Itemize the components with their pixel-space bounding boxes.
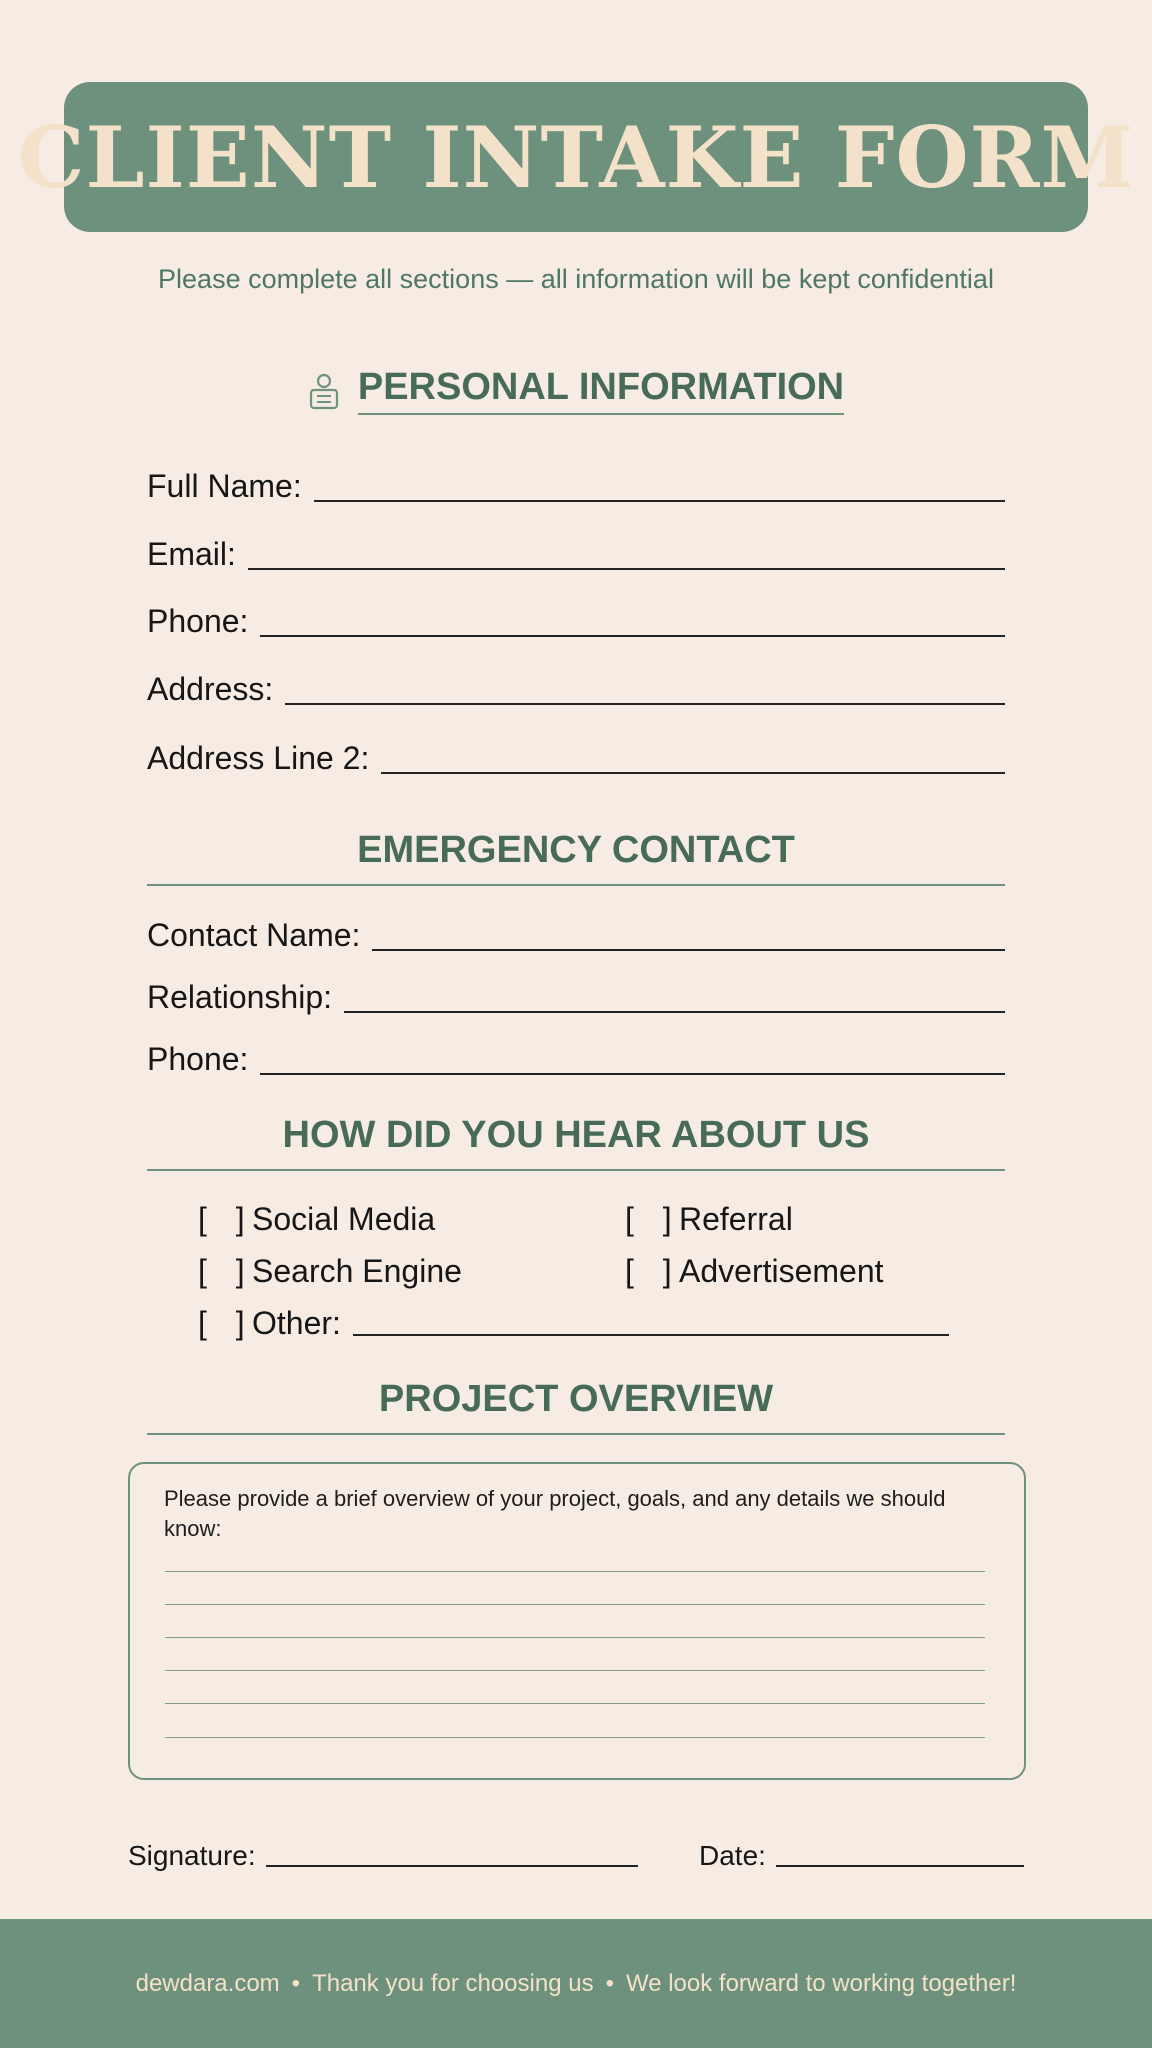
overview-writing-line (165, 1637, 985, 1638)
overview-writing-line (165, 1737, 985, 1738)
emergency-phone-field[interactable] (147, 1035, 1005, 1079)
option-search-engine[interactable] (198, 1250, 462, 1290)
option-social-media-label: Social Media (252, 1201, 436, 1237)
option-other-label: Other: (252, 1305, 341, 1341)
date-input-line[interactable] (776, 1865, 1024, 1867)
option-other[interactable] (198, 1302, 949, 1342)
full-name-field[interactable] (147, 462, 1005, 506)
signature-field[interactable] (128, 1832, 638, 1872)
form-subtitle: Please complete all sections — all information will be kept confidential (158, 264, 994, 294)
personal-section-heading (0, 366, 1152, 415)
emergency-phone-label: Phone: (147, 1041, 249, 1077)
relationship-label: Relationship: (147, 979, 332, 1015)
full-name-input-line[interactable] (314, 500, 1005, 502)
signature-input-line[interactable] (266, 1865, 638, 1867)
address-line-2-label: Address Line 2: (147, 740, 370, 776)
checkbox-referral[interactable]: [ ] (625, 1201, 682, 1237)
date-label: Date: (699, 1840, 766, 1871)
person-badge-icon (308, 372, 340, 410)
option-referral[interactable] (625, 1198, 793, 1238)
email-label: Email: (147, 536, 236, 572)
checkbox-other[interactable]: [ ] (198, 1305, 255, 1341)
overview-writing-line (165, 1604, 985, 1605)
footer-website: dewdara.com (135, 1969, 280, 1997)
footer-closing: We look forward to working together! (625, 1969, 1017, 1997)
contact-name-input-line[interactable] (372, 949, 1005, 951)
option-advertisement-label: Advertisement (679, 1253, 884, 1289)
checkbox-advertisement[interactable]: [ ] (625, 1253, 682, 1289)
form-title: CLIENT INTAKE FORM (17, 107, 1135, 207)
email-input-line[interactable] (248, 568, 1005, 570)
contact-name-label: Contact Name: (147, 917, 361, 953)
option-referral-label: Referral (679, 1201, 793, 1237)
date-field[interactable] (699, 1832, 1024, 1872)
footer-bar (0, 1919, 1152, 2048)
hear-section-title: HOW DID YOU HEAR ABOUT US (282, 1114, 870, 1156)
relationship-field[interactable] (147, 973, 1005, 1017)
overview-writing-line (165, 1670, 985, 1671)
option-social-media[interactable] (198, 1198, 435, 1238)
email-field[interactable] (147, 530, 1005, 574)
full-name-label: Full Name: (147, 468, 302, 504)
phone-label: Phone: (147, 603, 249, 639)
overview-section-title: PROJECT OVERVIEW (378, 1378, 774, 1420)
overview-prompt: Please provide a brief overview of your project, goals, and any details we should know: (164, 1486, 946, 1541)
option-search-engine-label: Search Engine (252, 1253, 462, 1289)
emergency-section-title: EMERGENCY CONTACT (357, 829, 795, 871)
footer-thanks: Thank you for choosing us (312, 1969, 594, 1997)
emergency-section-rule (147, 884, 1005, 886)
checkbox-search-engine[interactable]: [ ] (198, 1253, 255, 1289)
signature-label: Signature: (128, 1840, 256, 1871)
other-input-line[interactable] (353, 1334, 949, 1336)
option-advertisement[interactable] (625, 1250, 884, 1290)
overview-section-rule (147, 1433, 1005, 1435)
address-field[interactable] (147, 665, 1005, 709)
emergency-phone-input-line[interactable] (260, 1073, 1005, 1075)
address-line-2-field[interactable] (147, 734, 1005, 778)
relationship-input-line[interactable] (344, 1011, 1005, 1013)
address-input-line[interactable] (285, 703, 1005, 705)
footer-separator: • (291, 1969, 301, 1997)
address-line-2-input-line[interactable] (381, 772, 1005, 774)
contact-name-field[interactable] (147, 911, 1005, 955)
footer-separator: • (605, 1969, 614, 1997)
phone-input-line[interactable] (260, 635, 1005, 637)
phone-field[interactable] (147, 597, 1005, 641)
checkbox-social-media[interactable]: [ ] (198, 1201, 255, 1237)
overview-writing-line (165, 1571, 985, 1572)
header-banner (17, 82, 1135, 232)
address-label: Address: (147, 671, 274, 707)
hear-section-rule (147, 1169, 1005, 1171)
overview-writing-line (165, 1703, 985, 1704)
personal-section-title: PERSONAL INFORMATION (358, 366, 844, 415)
